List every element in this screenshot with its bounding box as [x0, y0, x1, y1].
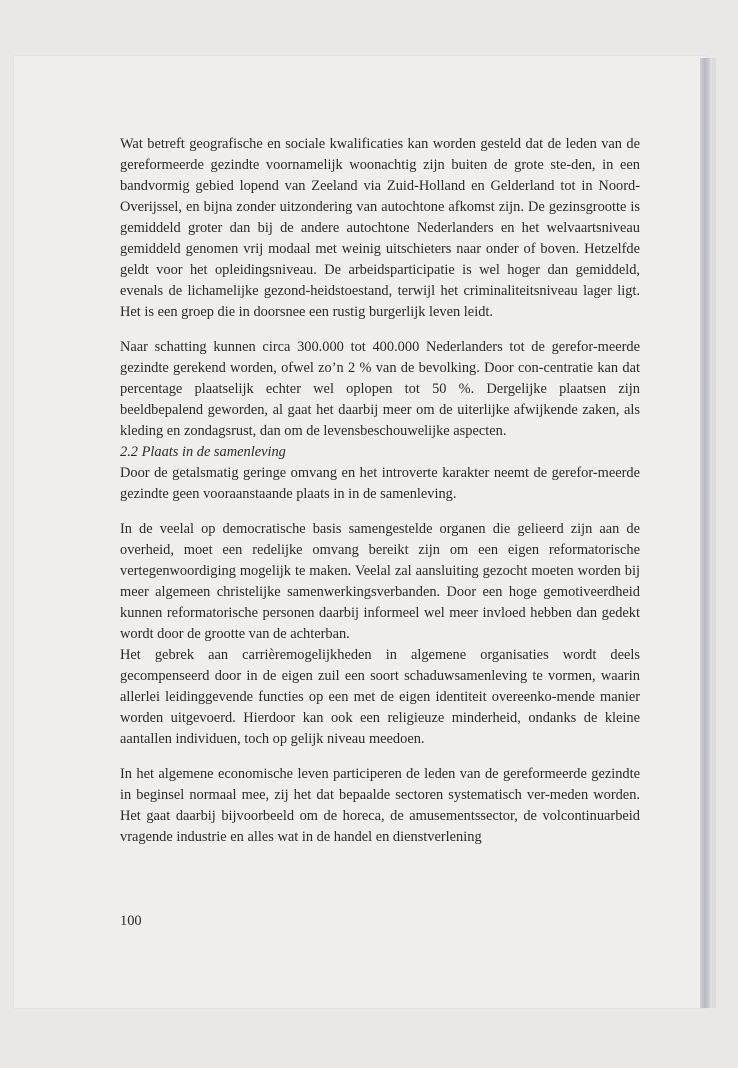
paragraph-economy: In het algemene economische leven participeren de leden van de gereformeerde gezindte in beginsel normaal mee, zij het dat bepaalde sectoren systematisch ver-meden worden. Het gaat daarbij bijvoorbeeld om de horeca, de amusementssector, de volcontinuarbeid vragende industrie en alles wat in de handel en dienstverlening: [120, 766, 640, 845]
page-edge-stack: [700, 58, 712, 1008]
paragraph-career: Het gebrek aan carrièremogelijkheden in algemene organisaties wordt deels gecompenseerd door in de eigen zuil een soort schaduwsamenleving te vormen, waarin allerlei leidinggevende functies op een met de eigen identiteit overeenko-mende manier worden uitgevoerd. Hierdoor kan ook een religieuze minderheid, ondanks de kleine aantallen individuen, toch op gelijk niveau meedoen.: [120, 647, 640, 747]
body-text: [120, 134, 640, 848]
paragraph-society-place: Door de getalsmatig geringe omvang en het introverte karakter neemt de gerefor-meerde gezindte geen vooraanstaande plaats in in de samenleving.: [120, 465, 640, 502]
paragraph-population-estimate: Naar schatting kunnen circa 300.000 tot 400.000 Nederlanders tot de gerefor-meerde gezindte gerekend worden, ofwel zo’n 2 % van de bevolking. Door con-centratie kan dat percentage plaatselijk echter wel oplopen tot 50 %. Dergelijke plaatsen zijn beeldbepalend geworden, al gaat het daarbij meer om de uiterlijke afwijkende zaken, als kleding en zondagsrust, dan om de levensbeschouwelijke aspecten.: [120, 339, 640, 439]
paragraph-representation: In de veelal op democratische basis samengestelde organen die gelieerd zijn aan de overheid, moet een redelijke omvang bereikt zijn om een eigen reformatorische vertegenwoordiging mogelijk te maken. Veelal zal aansluiting gezocht moeten worden bij meer algemeen christelijke samenwerkingsverbanden. Door een hoge gemotiveerdheid kunnen reformatorische personen daarbij informeel wel meer invloed hebben dan gedekt wordt door de grootte van de achterban.: [120, 521, 640, 642]
section-heading: 2.2 Plaats in de samenleving: [120, 444, 286, 460]
paragraph-geography: Wat betreft geografische en sociale kwalificaties kan worden gesteld dat de leden van de gereformeerde gezindte voornamelijk woonachtig zijn buiten de grote ste-den, in een bandvormig gebied lopend van Zeeland via Zuid-Holland en Gelderland tot in Noord-Overijssel, en bijna zonder uitzondering van autochtone afkomst zijn. De gezinsgrootte is gemiddeld groter dan bij de andere autochtone Nederlanders en het welvaartsniveau gemiddeld genomen vrij modaal met weinig uitschieters naar onder of boven. Hetzelfde geldt voor het opleidingsniveau. De arbeidsparticipatie is wel hoger dan gemiddeld, evenals de lichamelijke gezond-heidstoestand, terwijl het criminaliteitsniveau lager ligt. Het is een groep die in doorsnee een rustig burgerlijk leven leidt.: [120, 136, 640, 320]
page-edge-shadow: [712, 58, 716, 1008]
page-number: 100: [120, 913, 142, 929]
